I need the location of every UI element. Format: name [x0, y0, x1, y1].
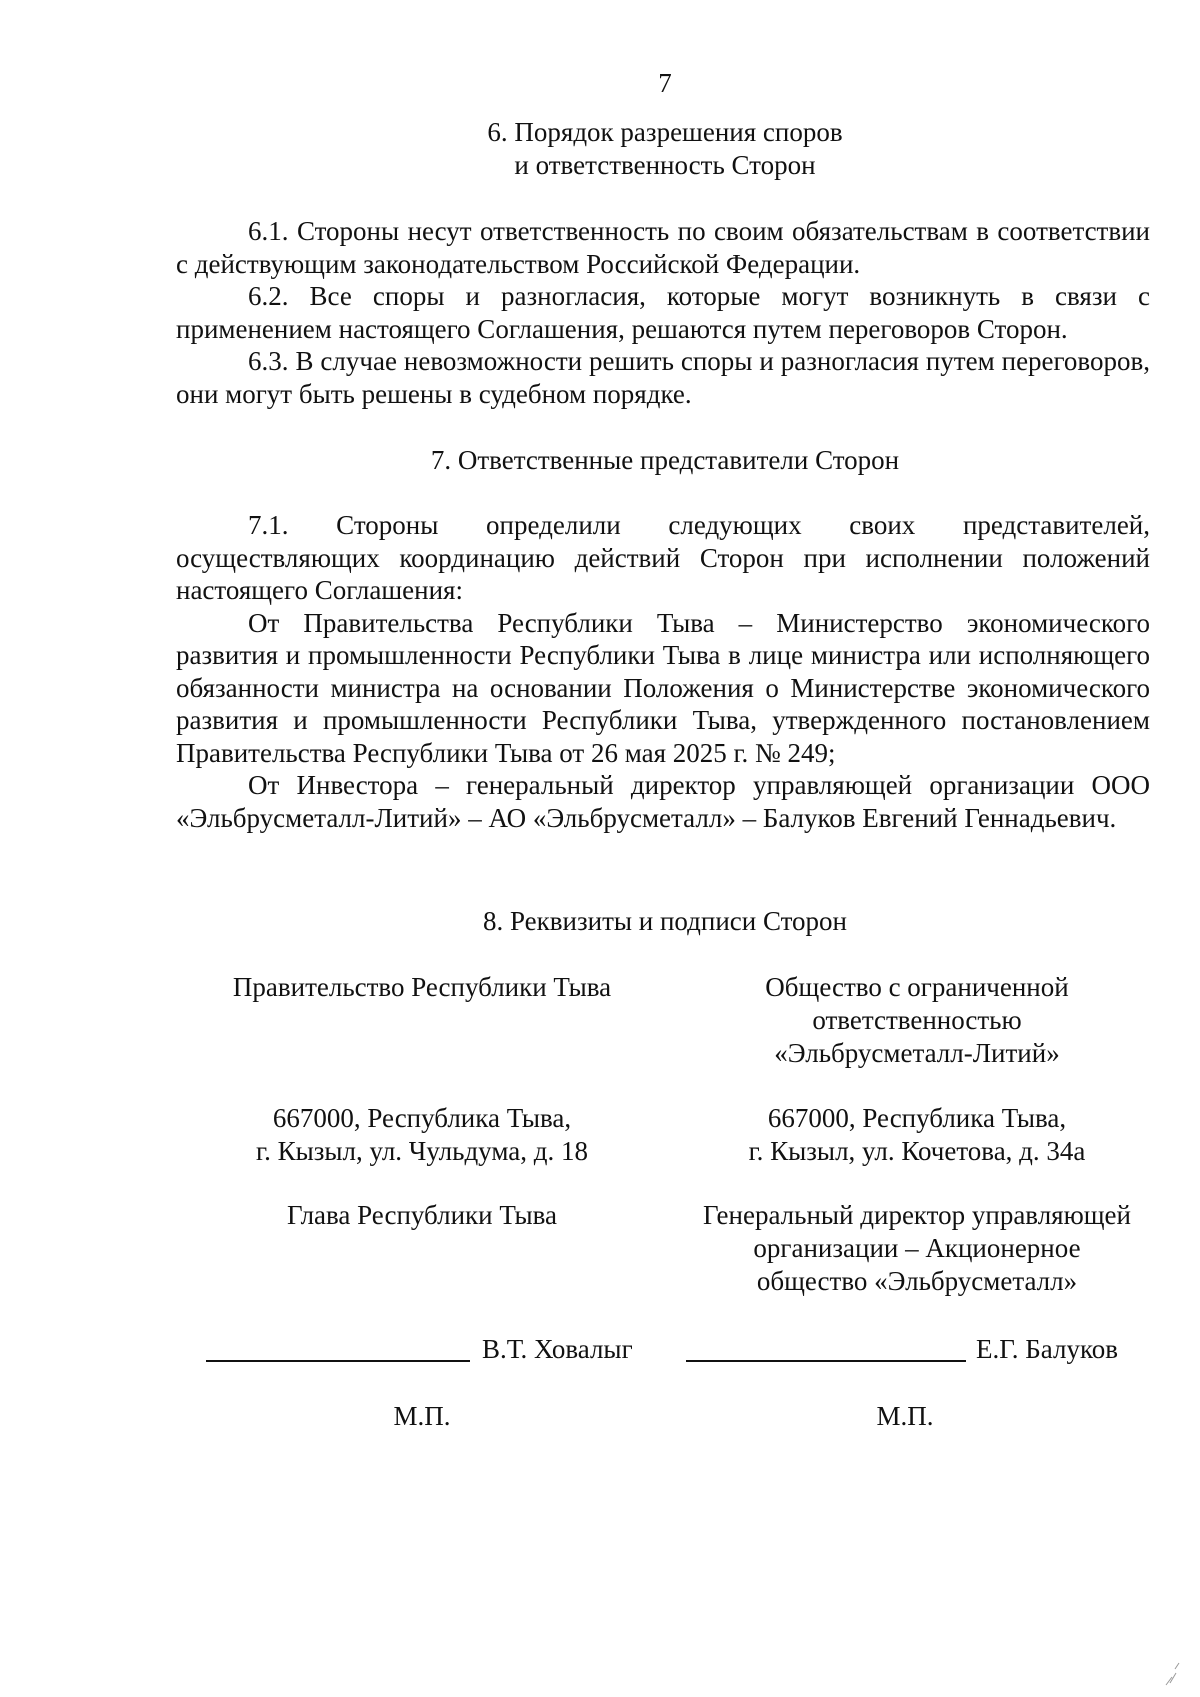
left-party-position	[190, 1199, 654, 1232]
section-6-body	[176, 215, 1150, 410]
section-6-heading	[0, 116, 1200, 182]
left-stamp-placeholder: М.П.	[393, 1401, 451, 1431]
left-party-name	[190, 971, 654, 1004]
paragraph-7-representative-government: От Правительства Республики Тыва – Министерство экономического развития и промышленности Республики Тыва в лице министра или исполняющего обязанности министра на основании Положения о Министерстве экономического развития и промышленности Республики Тыва, утвержденного постановлением Правительства Республики Тыва от 26 мая 2025 г. № 249;	[176, 607, 1150, 768]
paragraph-7-1: 7.1. Стороны определили следующих своих представителей, осуществляющих координацию действий Сторон при исполнении положений настоящего Соглашения:	[176, 510, 1150, 605]
section-8-title: 8. Реквизиты и подписи Сторон	[483, 906, 847, 936]
right-position-line3: общество «Эльбрусметалл»	[756, 1266, 1078, 1296]
scan-mark-icon	[1164, 1657, 1182, 1687]
right-party-name	[664, 971, 1170, 1070]
paragraph-6-1: 6.1. Стороны несут ответственность по своим обязательствам в соответствии с действующим законодательством Российской Федерации.	[176, 216, 1150, 279]
right-signature-line	[686, 1360, 966, 1362]
left-address-line1: 667000, Республика Тыва,	[272, 1103, 572, 1133]
right-signatory-name: Е.Г. Балуков	[976, 1334, 1119, 1364]
paragraph-7-representative-investor: От Инвестора – генеральный директор управляющей организации ООО «Эльбрусметалл-Литий» – АО «Эльбрусметалл» – Балуков Евгений Геннадьевич.	[176, 770, 1150, 833]
section-7-heading	[0, 444, 1200, 477]
right-party-line1: Общество с ограниченной	[765, 972, 1069, 1002]
paragraph-6-3: 6.3. В случае невозможности решить споры и разногласия путем переговоров, они могут быть решены в судебном порядке.	[176, 346, 1150, 409]
paragraph-6-2: 6.2. Все споры и разногласия, которые могут возникнуть в связи с применением настоящего Соглашения, решаются путем переговоров Сторон.	[176, 281, 1150, 344]
page-number: 7	[658, 68, 672, 98]
right-position-line1: Генеральный директор управляющей	[702, 1200, 1131, 1230]
right-party-address	[664, 1102, 1170, 1168]
right-position-line2: организации – Акционерное	[753, 1233, 1081, 1263]
section-8-heading	[0, 905, 1200, 938]
left-party-address	[190, 1102, 654, 1168]
section-7-body	[176, 509, 1150, 834]
right-stamp-placeholder: М.П.	[876, 1401, 934, 1431]
section-6-title-line2: и ответственность Сторон	[514, 150, 816, 180]
left-position-title: Глава Республики Тыва	[286, 1200, 558, 1230]
right-address-line2: г. Кызыл, ул. Кочетова, д. 34а	[748, 1136, 1086, 1166]
right-party-position	[664, 1199, 1170, 1298]
left-address-line2: г. Кызыл, ул. Чульдума, д. 18	[256, 1136, 588, 1166]
section-7-title: 7. Ответственные представители Сторон	[430, 445, 900, 475]
right-party-line2: ответственностью	[812, 1005, 1022, 1035]
left-signatory-name: В.Т. Ховалыг	[482, 1334, 633, 1364]
right-party-line3: «Эльбрусметалл-Литий»	[774, 1038, 1060, 1068]
left-party-title: Правительство Республики Тыва	[232, 972, 612, 1002]
right-address-line1: 667000, Республика Тыва,	[767, 1103, 1067, 1133]
left-signature-line	[206, 1360, 470, 1362]
section-6-title-line1: 6. Порядок разрешения споров	[487, 117, 843, 147]
